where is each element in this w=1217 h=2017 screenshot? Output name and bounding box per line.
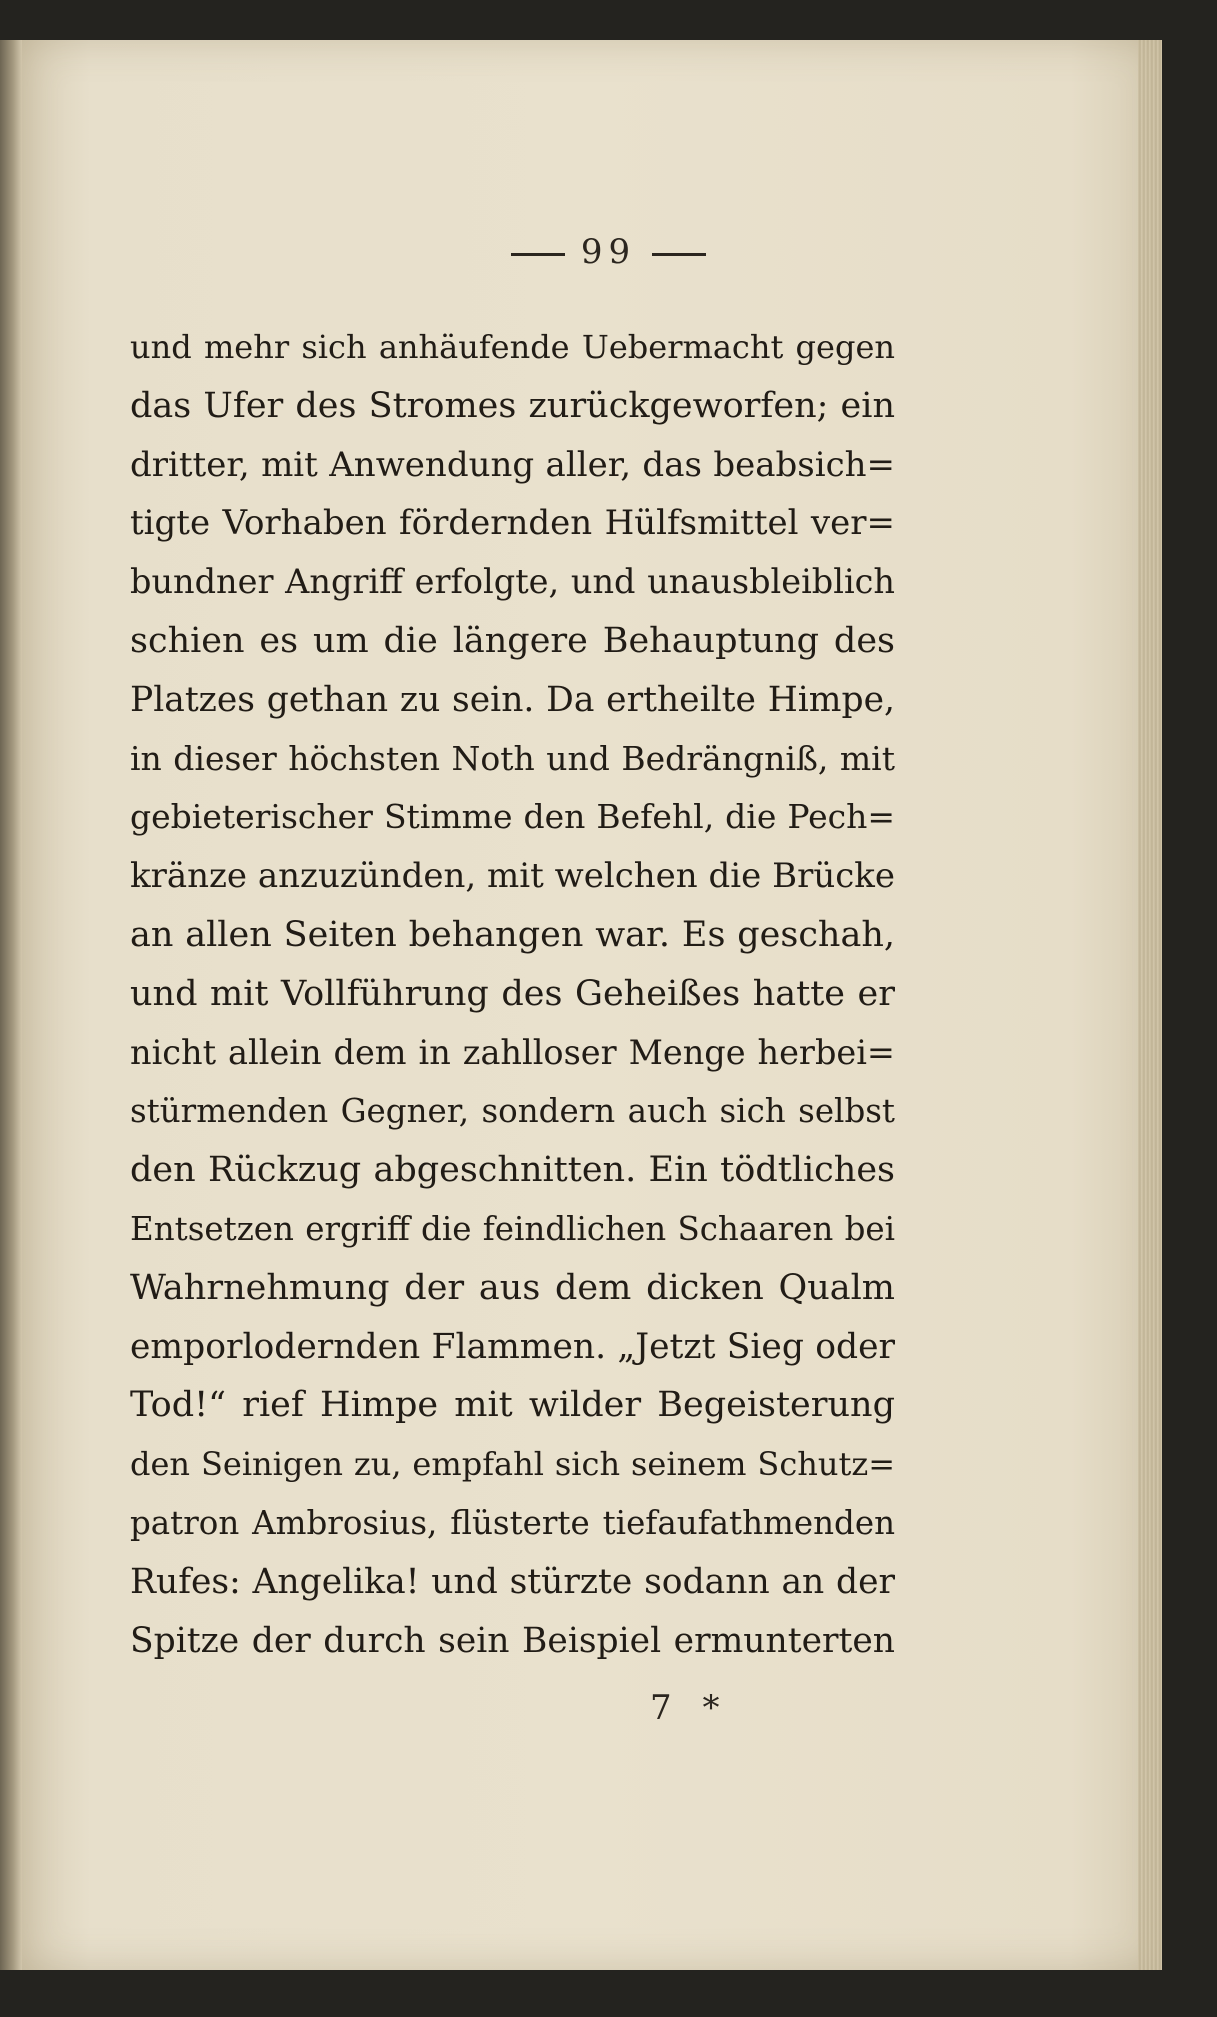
text-line: nicht allein dem in zahlloser Menge herbei= — [130, 1032, 895, 1072]
text-line: stürmenden Gegner, sondern auch sich selbst — [130, 1092, 895, 1131]
text-line: schien es um die längere Behauptung des — [130, 620, 895, 661]
text-line: Entsetzen ergriff die feindlichen Schaaren bei — [130, 1209, 895, 1248]
text-line: tigte Vorhaben fördernden Hülfsmittel ver= — [130, 503, 895, 544]
printer-signature-mark: 7 * — [650, 1688, 730, 1728]
body-text — [130, 318, 895, 1670]
text-line: dritter, mit Anwendung aller, das beabsich= — [130, 444, 895, 485]
text-line: in dieser höchsten Noth und Bedrängniß, mit — [130, 738, 895, 778]
page-number: 99 — [580, 232, 637, 272]
text-line: und mehr sich anhäufende Uebermacht gegen — [130, 328, 895, 366]
text-line: und mit Vollführung des Geheißes hatte er — [130, 973, 895, 1014]
head-dash-right — [652, 253, 706, 256]
text-line: kränze anzuzünden, mit welchen die Brücke — [130, 856, 895, 897]
text-line: Spitze der durch sein Beispiel ermunterten — [130, 1620, 895, 1661]
text-line: bundner Angriff erfolgte, und unausbleiblich — [130, 562, 895, 602]
page-fore-edge — [1138, 40, 1162, 1970]
head-dash-left — [511, 253, 565, 256]
text-line: Wahrnehmung der aus dem dicken Qualm — [130, 1267, 895, 1308]
book-spine-edge — [0, 40, 22, 1970]
text-line: den Rückzug abgeschnitten. Ein tödtliches — [130, 1150, 895, 1191]
text-line: das Ufer des Stromes zurückgeworfen; ein — [130, 385, 895, 426]
text-line: an allen Seiten behangen war. Es geschah, — [130, 914, 895, 955]
text-line: Rufes: Angelika! und stürzte sodann an der — [130, 1561, 895, 1602]
text-line: Tod!“ rief Himpe mit wilder Begeisterung — [130, 1385, 895, 1426]
running-head — [0, 232, 1217, 272]
text-line: patron Ambrosius, flüsterte tiefaufathmenden — [130, 1503, 895, 1542]
text-line: den Seinigen zu, empfahl sich seinem Schutz= — [130, 1445, 895, 1484]
text-line: Platzes gethan zu sein. Da ertheilte Himpe, — [130, 679, 895, 720]
text-line: emporlodernden Flammen. „Jetzt Sieg oder — [130, 1326, 895, 1367]
text-line: gebieterischer Stimme den Befehl, die Pech= — [130, 797, 895, 837]
